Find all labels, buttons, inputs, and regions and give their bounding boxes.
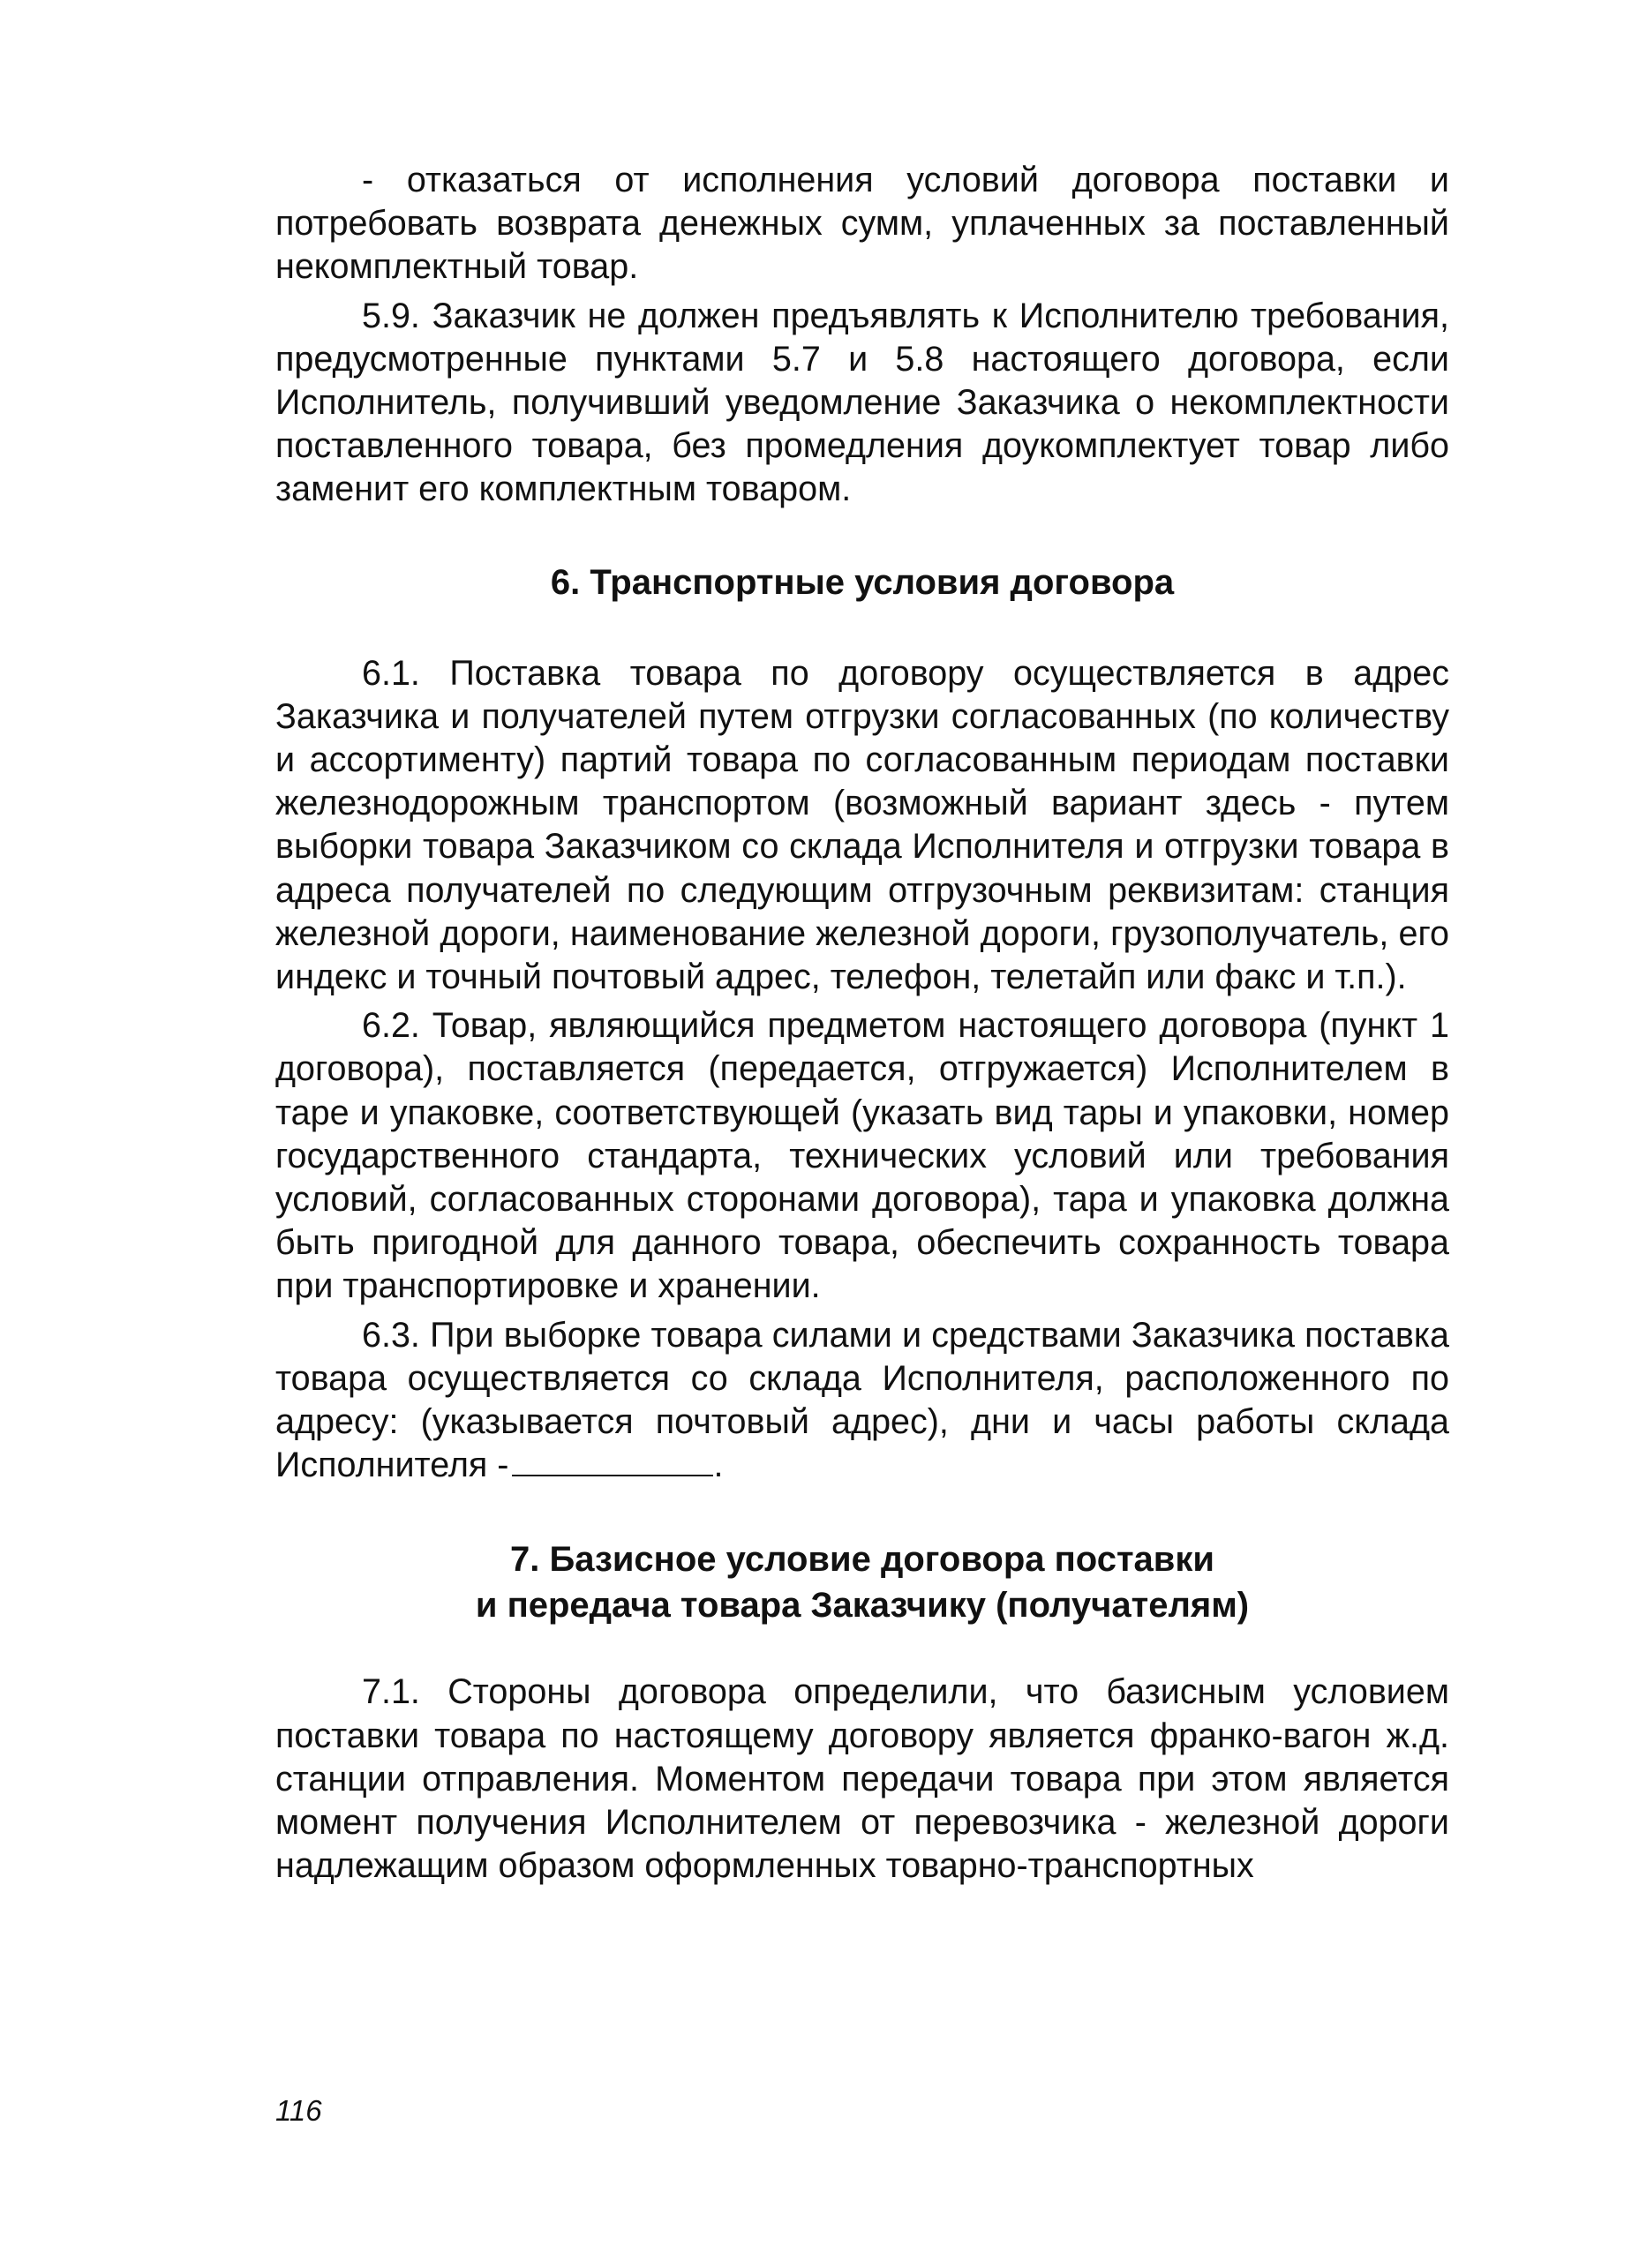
paragraph-6-2: 6.2. Товар, являющийся предметом настоящего договора (пункт 1 договора), поставляется (передается, отгружается) Исполнителем в таре и упаковке, соответствующей (указать вид тары и упаковки, номер государственного стандарта, технических условий или требования условий, согласованных сторонами договора), тара и упаковка должна быть пригодной для данного товара, обеспечить сохранность товара при транспортировке и хранении. [275, 1006, 1449, 1306]
paragraph-6-3 [275, 1314, 1449, 1488]
paragraph-7-1: 7.1. Стороны договора определили, что базисным условием поставки товара по настоящему договору является франко-вагон ж.д. станции отправления. Моментом передачи товара при этом является момент получения Исполнителем от перевозчика - железной дороги надлежащим образом оформленных товарно-транспортных [275, 1672, 1449, 1886]
paragraph-5-9: 5.9. Заказчик не должен предъявлять к Исполнителю требования, предусмотренные пунктами 5.7 и 5.8 настоящего договора, если Исполнитель, получивший уведомление Заказчика о некомплектности поставленного товара, без промедления доукомплектует товар либо заменит его комплектным товаром. [275, 296, 1449, 509]
fill-in-blank-line [512, 1445, 713, 1476]
paragraph-5-8-tail: - отказаться от исполнения условий договора поставки и потребовать возврата денежных сумм, уплаченных за поставленный некомплектный товар. [275, 161, 1449, 287]
section-7-heading-line-1: 7. Базисное условие договора поставки [509, 1540, 1214, 1580]
section-6-heading: 6. Транспортные условия договора [550, 562, 1175, 602]
paragraph-6-3-end: . [713, 1446, 724, 1485]
paragraph-6-3-text: 6.3. При выборке товара силами и средствами Заказчика поставка товара осуществляется со склада Исполнителя, расположенного по адресу: (указывается почтовый адрес), дни и часы работы склада Исполнителя - [275, 1315, 1449, 1485]
section-7-heading [275, 1536, 1449, 1628]
section-7-heading-line-2: и передача товара Заказчику (получателям) [475, 1586, 1250, 1626]
page-number: 116 [275, 2094, 322, 2127]
text-column [275, 159, 1449, 1889]
paragraph-6-1: 6.1. Поставка товара по договору осуществляется в адрес Заказчика и получателей путем отгрузки согласованных (по количеству и ассортименту) партий товара по согласованным периодам поставки железнодорожным транспортом (возможный вариант здесь - путем выборки товара Заказчиком со склада Исполнителя и отгрузки товара в адреса получателей по следующим отгрузочным реквизитам: станция железной дороги, наименование железной дороги, грузополучатель, его индекс и точный почтовый адрес, телефон, телетайп или факс и т.п.). [275, 653, 1449, 997]
